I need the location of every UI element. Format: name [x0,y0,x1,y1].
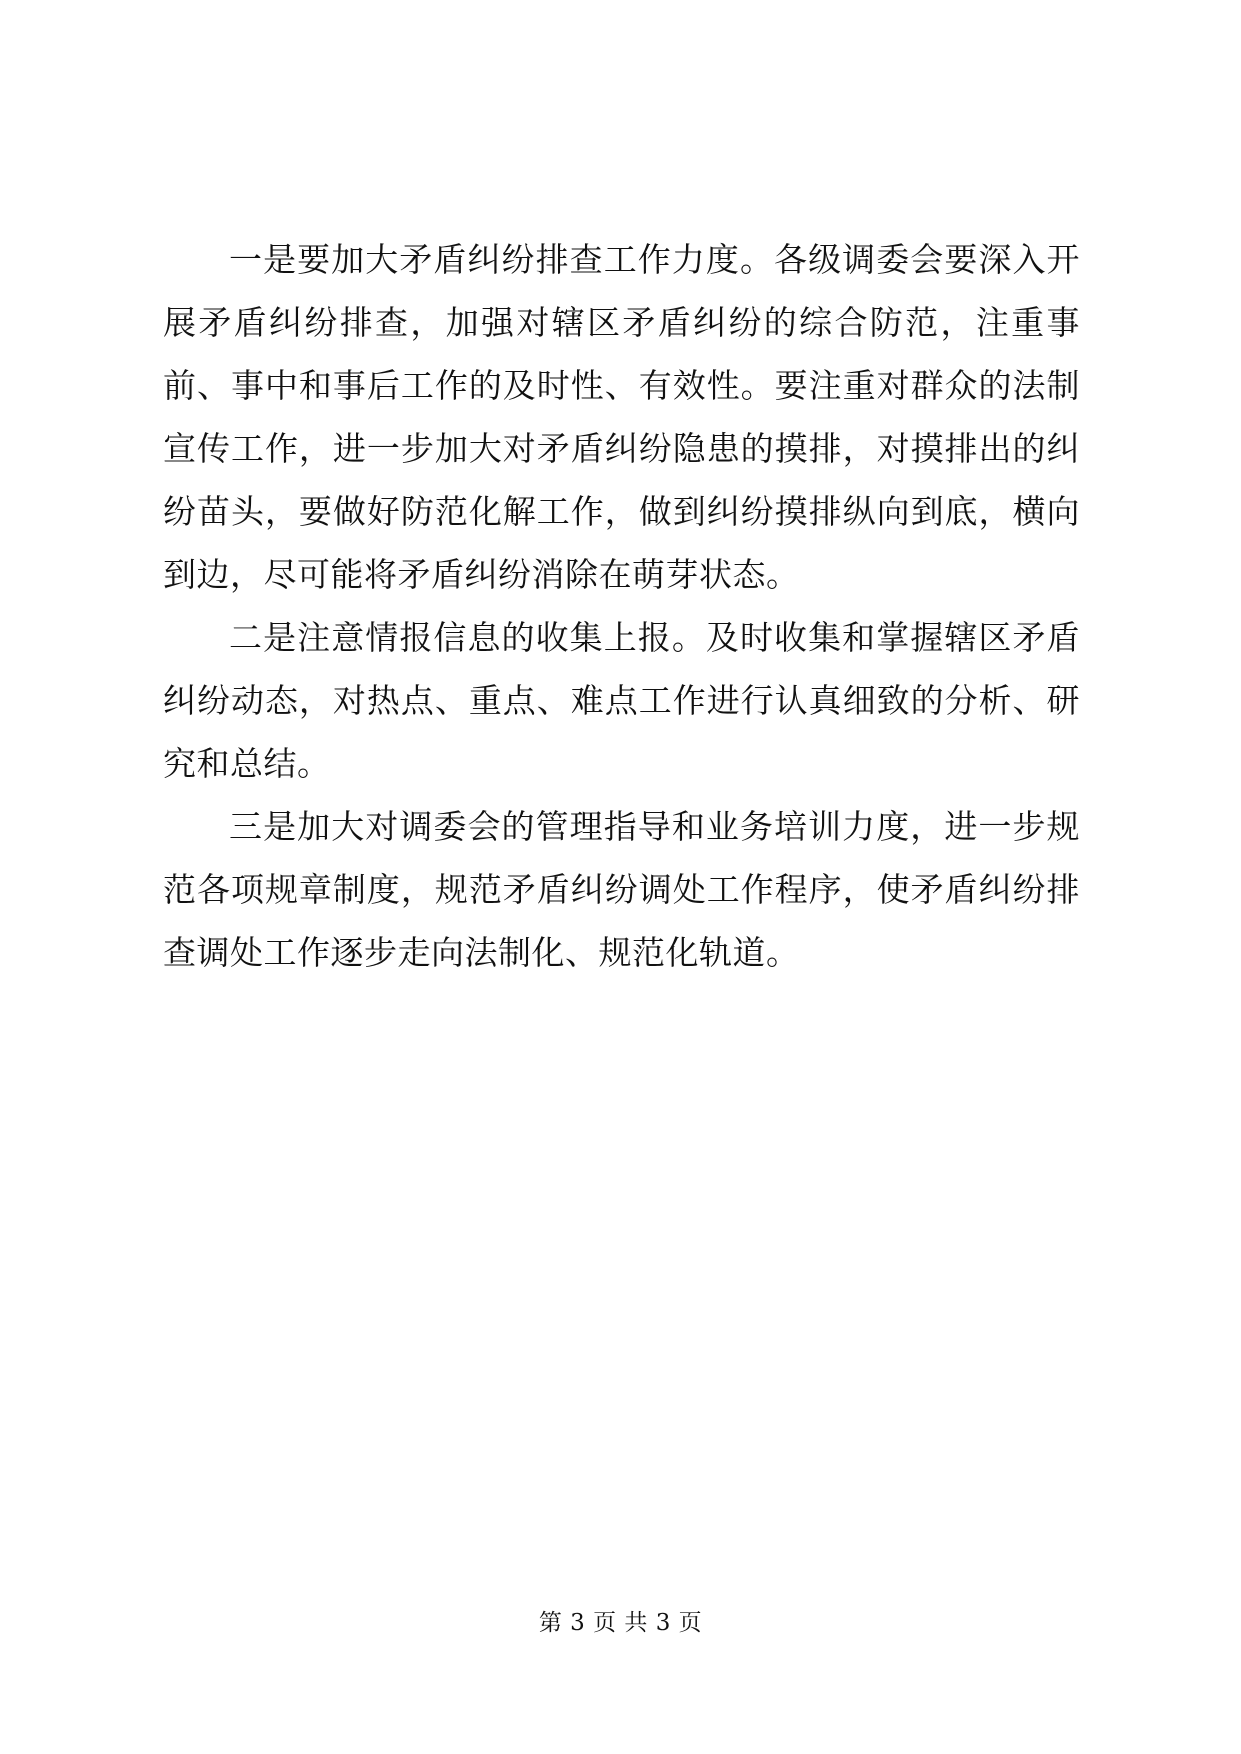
paragraph-3: 三是加大对调委会的管理指导和业务培训力度，进一步规范各项规章制度，规范矛盾纠纷调处工作程序，使矛盾纠纷排查调处工作逐步走向法制化、规范化轨道。 [163,807,1080,972]
paragraph-1: 一是要加大矛盾纠纷排查工作力度。各级调委会要深入开展矛盾纠纷排查，加强对辖区矛盾纠纷的综合防范，注重事前、事中和事后工作的及时性、有效性。要注重对群众的法制宣传工作，进一步加大对矛盾纠纷隐患的摸排，对摸排出的纠纷苗头，要做好防范化解工作，做到纠纷摸排纵向到底，横向到边，尽可能将矛盾纠纷消除在萌芽状态。 [163,240,1080,594]
page-number-footer: 第 3 页 共 3 页 [538,1610,703,1636]
paragraph-2: 二是注意情报信息的收集上报。及时收集和掌握辖区矛盾纠纷动态，对热点、重点、难点工作进行认真细致的分析、研究和总结。 [163,618,1080,783]
document-body [163,228,1080,984]
